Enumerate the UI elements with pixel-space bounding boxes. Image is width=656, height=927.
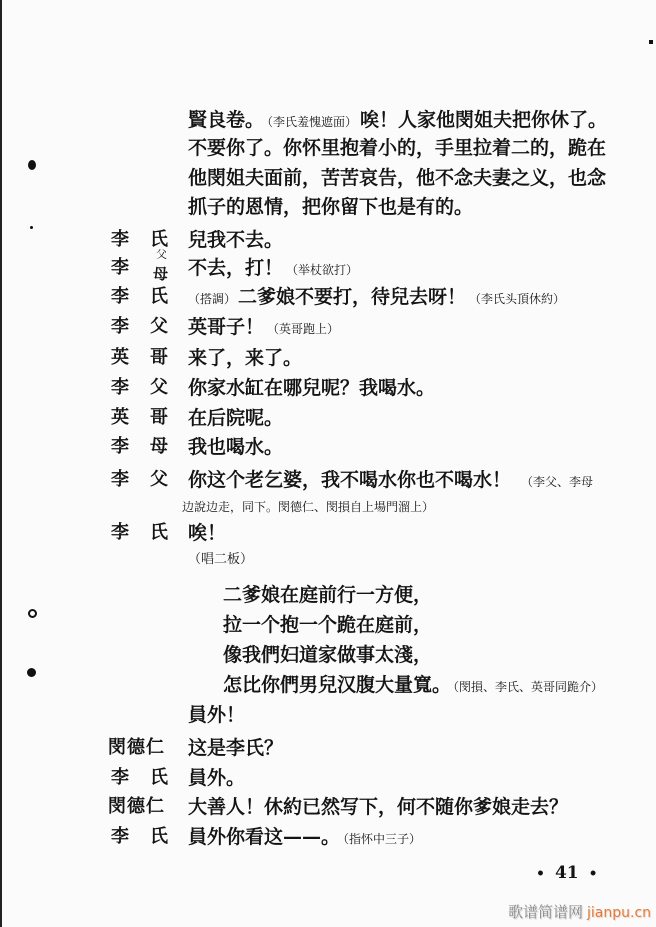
stage-direction: （李氏头頂休約） — [469, 292, 566, 306]
scan-speck — [28, 160, 36, 170]
stage-direction: （举杖欲打） — [286, 263, 359, 277]
dialogue-text — [188, 468, 596, 494]
dialogue-text — [188, 108, 607, 134]
dialogue-text: 員外。 — [188, 767, 246, 789]
speaker-name-char: 父 — [150, 469, 168, 490]
speaker-name-char: 李 — [111, 826, 129, 847]
dialogue-text: 不要你了。你怀里抱着小的，手里拉着二的，跪在 — [188, 137, 607, 159]
speaker-name-char: 氏 — [150, 286, 168, 307]
speaker-name-char: 李 — [111, 767, 129, 788]
speaker-name-char: 氏 — [150, 522, 168, 543]
dialogue-text: 我也喝水。 — [188, 436, 284, 458]
dialogue-segment: 員外你看这——。 — [188, 826, 341, 848]
scan-speck — [30, 226, 33, 229]
dialogue-text: 在后院呢。 — [188, 407, 284, 429]
speaker-name-char: 父 — [150, 316, 168, 337]
speaker-name-char: 英 — [111, 407, 129, 428]
dialogue-segment: 賢良卷。 — [188, 109, 265, 131]
verse-text: 拉一个抱一个跪在庭前， — [223, 614, 433, 636]
verse-text: 二爹娘在庭前行一方便， — [223, 584, 433, 606]
stage-direction: （李氏羞愧遮面） — [267, 115, 358, 129]
speaker-name-char: 李 — [111, 229, 129, 250]
stage-direction: （閔損、李氏、英哥同跪介） — [453, 680, 604, 694]
speaker-name-stacked-top: 父 — [156, 248, 167, 261]
dialogue-text: 唉！ — [188, 522, 227, 544]
dialogue-text — [188, 256, 361, 282]
dialogue-text: 你家水缸在哪兒呢？我喝水。 — [188, 377, 436, 399]
verse-text: 像我們妇道家做事太淺， — [223, 644, 433, 666]
speaker-name-stacked-bottom: 母 — [153, 265, 169, 283]
verse-segment: 怎比你們男兒汉腹大量寬。 — [223, 674, 452, 696]
speaker-name-char: 英 — [111, 347, 129, 368]
stage-direction: （唱二板） — [188, 552, 254, 567]
dialogue-text: 大善人！休約已然写下，何不随你爹娘走去？ — [188, 796, 569, 818]
speaker-name-char: 李 — [111, 436, 129, 457]
bullet-icon: • — [588, 866, 598, 882]
verse-text — [223, 673, 606, 699]
page-number — [526, 862, 608, 884]
speaker-name-char: 氏 — [150, 767, 168, 788]
dialogue-text: 兒我不去。 — [188, 229, 284, 251]
dialogue-segment: 不去，打！ — [188, 257, 284, 279]
speaker-name-char: 哥 — [150, 407, 168, 428]
dialogue-text — [188, 825, 424, 851]
dialogue-segment: 唉！人家他閔姐夫把你休了。 — [360, 109, 608, 131]
speaker-name: 閔德仁 — [108, 796, 165, 817]
dialogue-text: 抓子的恩情，把你留下也是有的。 — [188, 196, 474, 218]
speaker-name-char: 哥 — [150, 347, 168, 368]
dialogue-text: 員外！ — [188, 704, 246, 726]
site-watermark — [508, 902, 651, 922]
dialogue-segment: 二爹娘不要打，待兒去呀！ — [238, 286, 467, 308]
page-number-value: 41 — [554, 863, 579, 883]
dialogue-text — [188, 285, 568, 311]
stage-direction: （李父、李母 — [521, 475, 594, 489]
speaker-name-char: 李 — [111, 469, 129, 490]
watermark-chinese: 歌谱简谱网 — [508, 903, 584, 921]
dialogue-text: 这是李氏？ — [188, 737, 284, 759]
speaker-name-char: 父 — [150, 377, 168, 398]
dialogue-segment: 你这个老乞婆，我不喝水你也不喝水！ — [188, 469, 512, 491]
scan-speck — [649, 40, 653, 44]
speaker-name-char: 氏 — [150, 826, 168, 847]
stage-direction: （搭調） — [188, 292, 237, 306]
speaker-name-char: 李 — [111, 316, 129, 337]
dialogue-segment: 英哥子！ — [188, 316, 265, 338]
speaker-name-char: 李 — [111, 257, 129, 278]
scan-speck — [28, 609, 37, 618]
speaker-name-char: 母 — [150, 436, 168, 457]
speaker-name-char: 李 — [111, 286, 129, 307]
dialogue-text — [188, 315, 342, 341]
scan-speck — [27, 668, 36, 677]
dialogue-text: 他閔姐夫面前，苦苦哀告，他不念夫妻之义，也念 — [188, 167, 607, 189]
speaker-name-char: 氏 — [150, 229, 168, 250]
stage-direction-continued: 边說边走，同下。閔德仁、閔損自上場門溜上） — [182, 500, 435, 514]
bullet-icon: • — [536, 866, 545, 882]
speaker-name-char: 李 — [111, 377, 129, 398]
watermark-domain: jianpu.cn — [587, 905, 652, 921]
stage-direction: （英哥跑上） — [267, 322, 340, 336]
stage-direction: （指怀中三子） — [343, 832, 422, 846]
speaker-name: 閔德仁 — [108, 737, 165, 758]
dialogue-text: 来了，来了。 — [188, 347, 303, 369]
speaker-name-char: 李 — [111, 522, 129, 543]
